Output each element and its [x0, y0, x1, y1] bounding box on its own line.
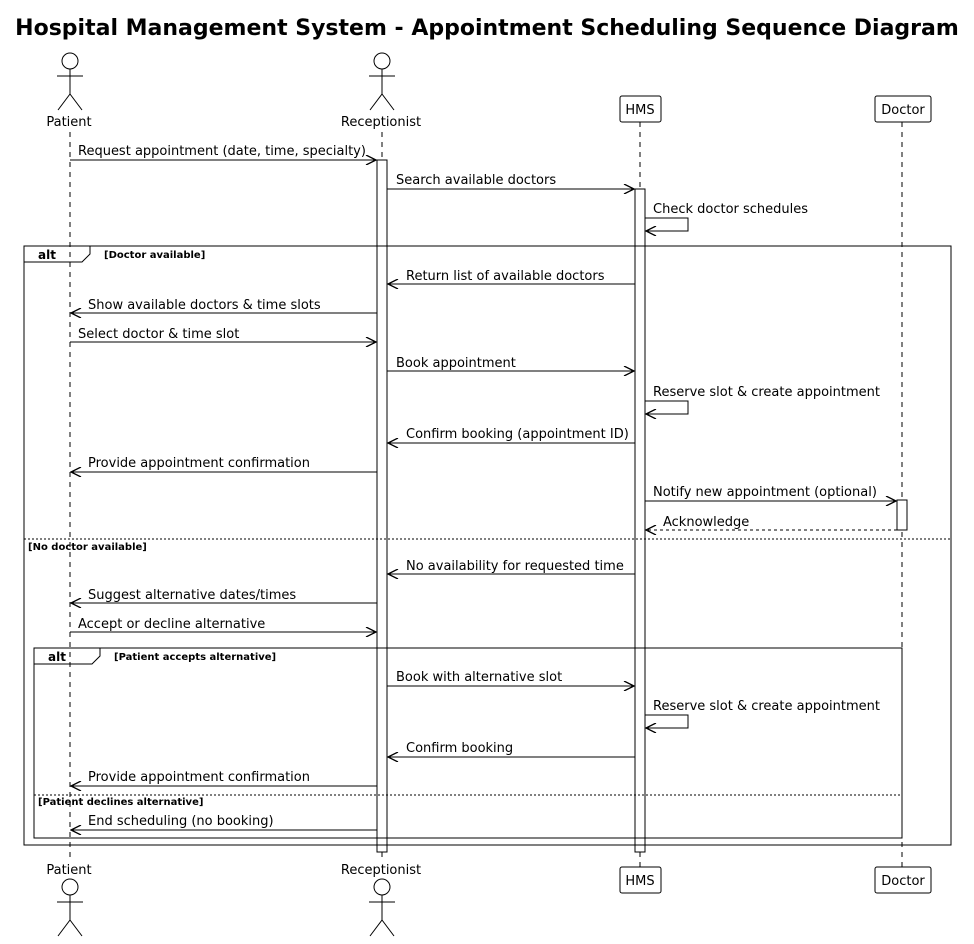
alt-guard-patient-accepts: [Patient accepts alternative]	[114, 652, 277, 663]
hms-box-top	[620, 96, 661, 122]
doctor-activation	[897, 500, 907, 530]
hms-activation	[635, 189, 645, 852]
message-5	[71, 298, 377, 313]
message-14	[71, 588, 377, 603]
diagram-title: Hospital Management System - Appointment Scheduling Sequence Diagram	[15, 16, 959, 41]
hms-label-bottom: HMS	[625, 874, 655, 889]
receptionist-label-top: Receptionist	[340, 115, 422, 130]
patient-label-top: Patient	[46, 115, 92, 130]
message-6-label: Select doctor & time slot	[78, 327, 240, 342]
message-19	[71, 770, 377, 786]
message-15	[70, 617, 376, 632]
message-8-label: Reserve slot & create appointment	[653, 385, 880, 400]
message-4	[388, 269, 635, 284]
message-11	[645, 485, 896, 501]
receptionist-label-bottom: Receptionist	[340, 863, 422, 878]
message-7	[387, 356, 634, 371]
message-12	[646, 515, 897, 530]
message-9	[388, 427, 635, 443]
alt-guard-doctor-available: [Doctor available]	[104, 250, 206, 261]
alt-keyword-inner: alt	[48, 650, 66, 664]
message-10	[71, 456, 377, 472]
message-16-label: Book with alternative slot	[396, 670, 563, 685]
patient-actor-bottom	[46, 863, 91, 936]
message-13-label: No availability for requested time	[406, 559, 624, 574]
message-4-label: Return list of available doctors	[406, 269, 605, 284]
message-2	[387, 173, 634, 189]
doctor-label-top: Doctor	[881, 103, 925, 118]
message-19-label: Provide appointment confirmation	[88, 770, 310, 785]
hms-box-bottom	[620, 867, 661, 893]
alt-guard-no-doctor: [No doctor available]	[28, 542, 147, 553]
message-18-label: Confirm booking	[406, 741, 514, 756]
message-3-label: Check doctor schedules	[653, 202, 809, 217]
doctor-box-bottom	[875, 867, 931, 893]
doctor-box-top	[875, 96, 931, 122]
message-20-label: End scheduling (no booking)	[88, 814, 274, 829]
alt-keyword-outer: alt	[38, 248, 56, 262]
receptionist-activation	[377, 160, 387, 852]
message-15-label: Accept or decline alternative	[78, 617, 266, 632]
hms-label-top: HMS	[625, 103, 655, 118]
message-8-self	[645, 385, 880, 414]
receptionist-actor-bottom	[341, 863, 421, 936]
message-7-label: Book appointment	[396, 356, 516, 371]
doctor-label-bottom: Doctor	[881, 874, 925, 889]
patient-label-bottom: Patient	[46, 863, 92, 878]
message-6	[70, 327, 376, 342]
message-17-self	[645, 699, 880, 728]
message-1-label: Request appointment (date, time, specialty)	[78, 144, 366, 159]
message-1	[70, 144, 376, 160]
message-18	[388, 741, 635, 757]
message-5-label: Show available doctors & time slots	[88, 298, 321, 313]
message-2-label: Search available doctors	[396, 173, 557, 188]
alt-guard-patient-declines: [Patient declines alternative]	[38, 797, 204, 808]
message-14-label: Suggest alternative dates/times	[88, 588, 297, 603]
patient-actor-top	[46, 53, 91, 130]
message-17-label: Reserve slot & create appointment	[653, 699, 880, 714]
message-16	[387, 670, 634, 686]
message-20	[71, 814, 377, 830]
message-9-label: Confirm booking (appointment ID)	[406, 427, 629, 442]
message-10-label: Provide appointment confirmation	[88, 456, 310, 471]
message-3-self	[645, 202, 808, 231]
receptionist-actor-top	[341, 53, 421, 130]
message-13	[388, 559, 635, 574]
message-11-label: Notify new appointment (optional)	[653, 485, 877, 500]
message-12-label: Acknowledge	[663, 515, 750, 530]
